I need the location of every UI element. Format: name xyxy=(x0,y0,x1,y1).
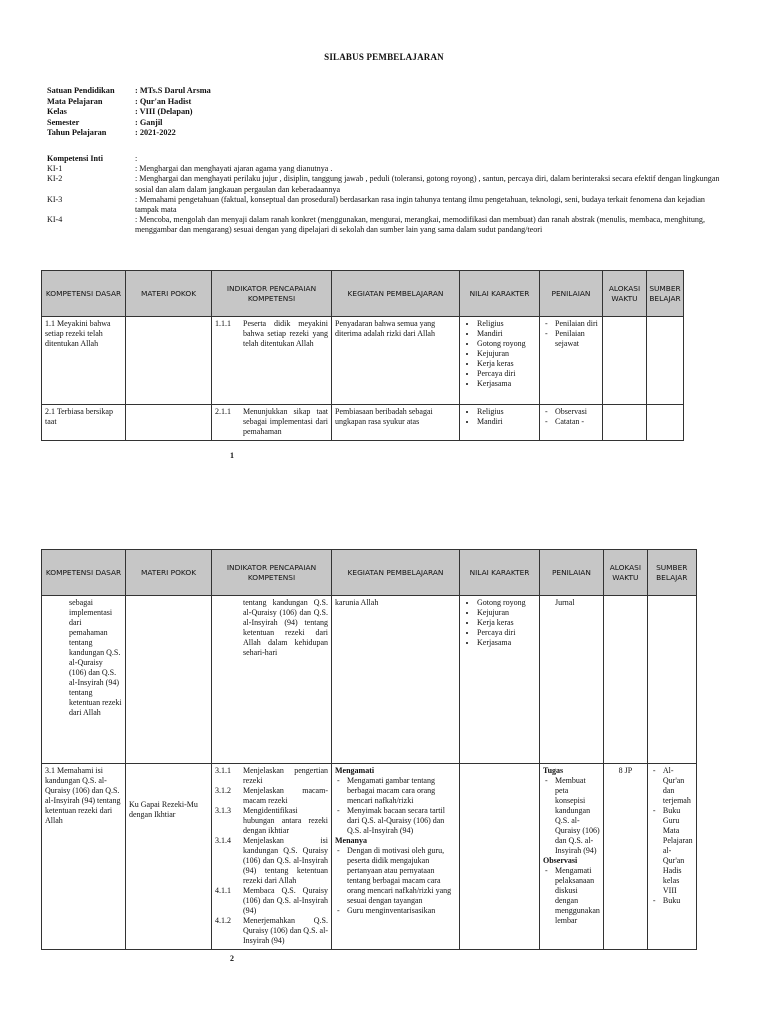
list-item: - Penilaian sejawat xyxy=(555,329,599,349)
list-item: - Buku Guru Mata Pelajaran al-Qur'an Hadis kelas VIII xyxy=(663,806,693,896)
table-row xyxy=(42,596,697,764)
meta-value: : Ganjil xyxy=(135,117,163,127)
penilaian-cell xyxy=(540,764,604,950)
header-alokasi-waktu: ALOKASI WAKTU xyxy=(603,271,647,317)
ki-row xyxy=(47,174,722,194)
indikator-text: Membaca Q.S. Quraisy (106) dan Q.S. al-Insyirah (94) xyxy=(243,886,328,915)
alokasi-cell xyxy=(603,405,647,441)
penilaian-cell: Jurnal xyxy=(540,596,604,764)
header-kegiatan: KEGIATAN PEMBELAJARAN xyxy=(332,271,460,317)
page-number: 2 xyxy=(230,954,234,963)
list-item: • Percaya diri xyxy=(477,628,536,638)
ki-text: : Menghargai dan menghayati perilaku jujur , disiplin, tanggung jawab , peduli (toleransi, gotong royong) , santun, percaya diri, dalam berinteraksi secara efektif dengan lingkungan sosial dan alam dalam jangkauan pergaulan dan keberadaannya xyxy=(135,174,720,194)
nilai-cell xyxy=(460,764,540,950)
indikator-text: Menerjemahkan Q.S. Quraisy (106) dan Q.S. al-Insyirah (94) xyxy=(243,916,328,945)
indikator-item xyxy=(215,836,328,886)
indikator-text: Menunjukkan sikap taat sebagai implementasi dari pemahaman xyxy=(243,407,328,436)
page-gap xyxy=(0,500,768,540)
alokasi-cell xyxy=(603,317,647,405)
alokasi-cell xyxy=(603,596,647,764)
penilaian-cell xyxy=(540,405,603,441)
list-item: • Gotong royong xyxy=(477,598,536,608)
document-title: SILABUS PEMBELAJARAN xyxy=(324,52,444,62)
header-materi-pokok: MATERI POKOK xyxy=(126,550,212,596)
list-item: - Dengan di motivasi oleh guru, peserta didik mengajukan pertanyaan atau pernyataan tentang berbagai macam cara orang mencari nafkah/rizki yang sesuai dengan tayangan xyxy=(347,846,456,906)
ki-text: : Menghargai dan menghayati ajaran agama yang dianutnya . xyxy=(135,164,333,174)
identity-block xyxy=(47,86,211,139)
table-header-row xyxy=(42,550,697,596)
indikator-text: Menjelaskan pengertian rezeki xyxy=(243,766,328,785)
list-item: • Kerja keras xyxy=(477,359,536,369)
indikator-text: Peserta didik meyakini bahwa setiap rezeki yang telah ditentukan Allah xyxy=(243,319,328,348)
kegiatan-cell xyxy=(332,764,460,950)
list-item: - Buku xyxy=(663,896,693,906)
penilaian-cell xyxy=(540,317,603,405)
indikator-number: 4.1.2 xyxy=(215,916,231,925)
table-header-row xyxy=(42,271,684,317)
sumber-cell xyxy=(647,596,696,764)
kegiatan-cell: Penyadaran bahwa semua yang diterima adalah rizki dari Allah xyxy=(332,317,460,405)
list-item: - Catatan - xyxy=(555,417,599,427)
indikator-item xyxy=(215,766,328,786)
header-sumber-belajar: SUMBER BELAJAR xyxy=(647,271,684,317)
ki-label: KI-3 xyxy=(47,194,63,204)
nilai-cell xyxy=(460,596,540,764)
nilai-cell xyxy=(460,317,540,405)
indikator-cell xyxy=(212,405,332,441)
ki-heading: Kompetensi Inti xyxy=(47,154,103,163)
indikator-number: 3.1.3 xyxy=(215,806,231,815)
list-item: • Percaya diri xyxy=(477,369,536,379)
header-materi-pokok: MATERI POKOK xyxy=(126,271,212,317)
ki-label: KI-2 xyxy=(47,174,63,184)
meta-label: Tahun Pelajaran xyxy=(47,128,107,138)
meta-label: Kelas xyxy=(47,107,67,117)
meta-label: Semester xyxy=(47,117,80,127)
table-row xyxy=(42,317,684,405)
kd-cell: 3.1 Memahami isi kandungan Q.S. al-Quraisy (106) dan Q.S. al-Insyirah (94) tentang ketentuan rezeki dari Allah xyxy=(42,764,126,950)
list-item: - Mengamati pelaksanaan diskusi dengan menggunakan lembar xyxy=(555,866,600,926)
meta-value: : 2021-2022 xyxy=(135,128,176,138)
ki-heading-value: : xyxy=(135,154,138,163)
materi-cell: Ku Gapai Rezeki-Mu dengan Ikhtiar xyxy=(126,764,212,950)
ki-text: : Mencoba, mengolah dan menyaji dalam ranah konkret (menggunakan, mengurai, merangkai, memodifikasi dan membuat) dan ranah abstrak (menulis, membaca, menghitung, menggambar dan mengarang) sesuai dengan yang dipelajari di sekolah dan sumber lain yang sama dalam sudut pandang/teori xyxy=(135,215,705,235)
list-item: • Mandiri xyxy=(477,417,536,427)
header-indikator: INDIKATOR PENCAPAIAN KOMPETENSI xyxy=(212,550,332,596)
list-item: • Kejujuran xyxy=(477,349,536,359)
list-item: - Guru menginventarisasikan xyxy=(347,906,456,916)
header-kompetensi-dasar: KOMPETENSI DASAR xyxy=(42,271,126,317)
kd-cell: 1.1 Meyakini bahwa setiap rezeki telah ditentukan Allah xyxy=(42,317,126,405)
materi-cell xyxy=(126,596,212,764)
meta-label: Satuan Pendidikan xyxy=(47,86,115,95)
materi-cell xyxy=(126,317,212,405)
list-item: • Kerjasama xyxy=(477,638,536,648)
indikator-cell xyxy=(212,764,332,950)
penilaian-heading: Tugas xyxy=(543,766,564,775)
list-item: - Al-Qur'an dan terjemah xyxy=(663,766,693,806)
sumber-cell xyxy=(647,764,696,950)
ki-label: KI-4 xyxy=(47,215,63,225)
kd-cell: 2.1 Terbiasa bersikap taat xyxy=(42,405,126,441)
indikator-item xyxy=(215,786,328,806)
penilaian-heading: Observasi xyxy=(543,856,578,865)
indikator-number: 2.1.1 xyxy=(215,407,231,416)
materi-cell xyxy=(126,405,212,441)
page-number: 1 xyxy=(230,451,234,460)
meta-row xyxy=(47,86,211,97)
kegiatan-cell: karunia Allah xyxy=(332,596,460,764)
meta-value: : VIII (Delapan) xyxy=(135,107,193,117)
meta-label: Mata Pelajaran xyxy=(47,96,103,106)
header-indikator: INDIKATOR PENCAPAIAN KOMPETENSI xyxy=(212,271,332,317)
list-item: • Mandiri xyxy=(477,329,536,339)
list-item: - Observasi xyxy=(555,407,599,417)
page-1 xyxy=(0,0,768,500)
ki-text: : Memahami pengetahuan (faktual, konseptual dan prosedural) berdasarkan rasa ingin tahunya tentang ilmu pengetahuan, teknologi, seni, budaya terkait fenomena dan kejadian tampak mata xyxy=(135,194,705,215)
indikator-text: Menjelaskan isi kandungan Q.S. Quraisy (106) dan Q.S. al-Insyirah (94) tentang ketentuan rezeki dari Allah xyxy=(243,836,328,885)
meta-row xyxy=(47,118,211,129)
indikator-number: 3.1.2 xyxy=(215,786,231,795)
list-item: - Membuat peta konsepisi kandungan Q.S. al-Quraisy (106) dan Q.S. al-Insyirah (94) xyxy=(555,776,600,856)
list-item: • Gotong royong xyxy=(477,339,536,349)
list-item: • Kerjasama xyxy=(477,379,536,389)
indikator-text: Mengidentifikasi hubungan antara rezeki dengan ikhtiar xyxy=(243,806,328,835)
syllabus-table-page-2 xyxy=(41,549,697,950)
meta-row xyxy=(47,107,211,118)
header-nilai-karakter: NILAI KARAKTER xyxy=(460,271,540,317)
page-2 xyxy=(0,540,768,1024)
list-item: • Kerja keras xyxy=(477,618,536,628)
kegiatan-heading: Mengamati xyxy=(335,766,375,775)
header-sumber-belajar: SUMBER BELAJAR xyxy=(647,550,696,596)
kegiatan-heading: Menanya xyxy=(335,836,367,845)
indikator-item xyxy=(215,886,328,916)
header-kegiatan: KEGIATAN PEMBELAJARAN xyxy=(332,550,460,596)
sumber-cell xyxy=(647,405,684,441)
header-kompetensi-dasar: KOMPETENSI DASAR xyxy=(42,550,126,596)
indikator-number: 3.1.4 xyxy=(215,836,231,845)
ki-row xyxy=(47,195,722,215)
ki-label: KI-1 xyxy=(47,164,63,174)
table-row xyxy=(42,405,684,441)
indikator-item xyxy=(215,806,328,836)
ki-heading-row xyxy=(47,154,722,164)
header-penilaian: PENILAIAN xyxy=(540,550,604,596)
indikator-number: 1.1.1 xyxy=(215,319,231,328)
header-penilaian: PENILAIAN xyxy=(540,271,603,317)
meta-row xyxy=(47,128,211,139)
table-row xyxy=(42,764,697,950)
alokasi-cell: 8 JP xyxy=(603,764,647,950)
syllabus-table-page-1 xyxy=(41,270,684,441)
kegiatan-cell: Pembiasaan beribadah sebagai ungkapan rasa syukur atas xyxy=(332,405,460,441)
nilai-cell xyxy=(460,405,540,441)
list-item: - Mengamati gambar tentang berbagai macam cara orang mencari nafkah/rizki xyxy=(347,776,456,806)
meta-value: : Qur'an Hadist xyxy=(135,96,192,106)
indikator-item xyxy=(215,916,328,946)
list-item: • Religius xyxy=(477,407,536,417)
list-item: - Penilaian diri xyxy=(555,319,599,329)
meta-value: : MTs.S Darul Arsma xyxy=(135,86,211,95)
header-alokasi-waktu: ALOKASI WAKTU xyxy=(603,550,647,596)
sumber-cell xyxy=(647,317,684,405)
ki-row xyxy=(47,164,722,174)
indikator-text: Menjelaskan macam-macam rezeki xyxy=(243,786,328,805)
list-item: • Religius xyxy=(477,319,536,329)
indikator-cell: tentang kandungan Q.S. al-Quraisy (106) dan Q.S. al-Insyirah (94) tentang ketentuan rezeki dari Allah dalam kehidupan sehari-hari xyxy=(212,596,332,764)
indikator-number: 3.1.1 xyxy=(215,766,231,775)
kd-cell: sebagai implementasi dari pemahaman tentang kandungan Q.S. al-Quraisy (106) dan Q.S. al-Insyirah (94) tentang ketentuan rezeki dari Allah xyxy=(42,596,126,764)
header-nilai-karakter: NILAI KARAKTER xyxy=(460,550,540,596)
list-item: • Kejujuran xyxy=(477,608,536,618)
indikator-number: 4.1.1 xyxy=(215,886,231,895)
ki-row xyxy=(47,215,722,235)
kompetensi-inti-block xyxy=(47,154,722,236)
list-item: - Menyimak bacaan secara tartil dari Q.S. al-Quraisy (106) dan Q.S. al-Insyirah (94) xyxy=(347,806,456,836)
meta-row xyxy=(47,97,211,108)
indikator-cell xyxy=(212,317,332,405)
